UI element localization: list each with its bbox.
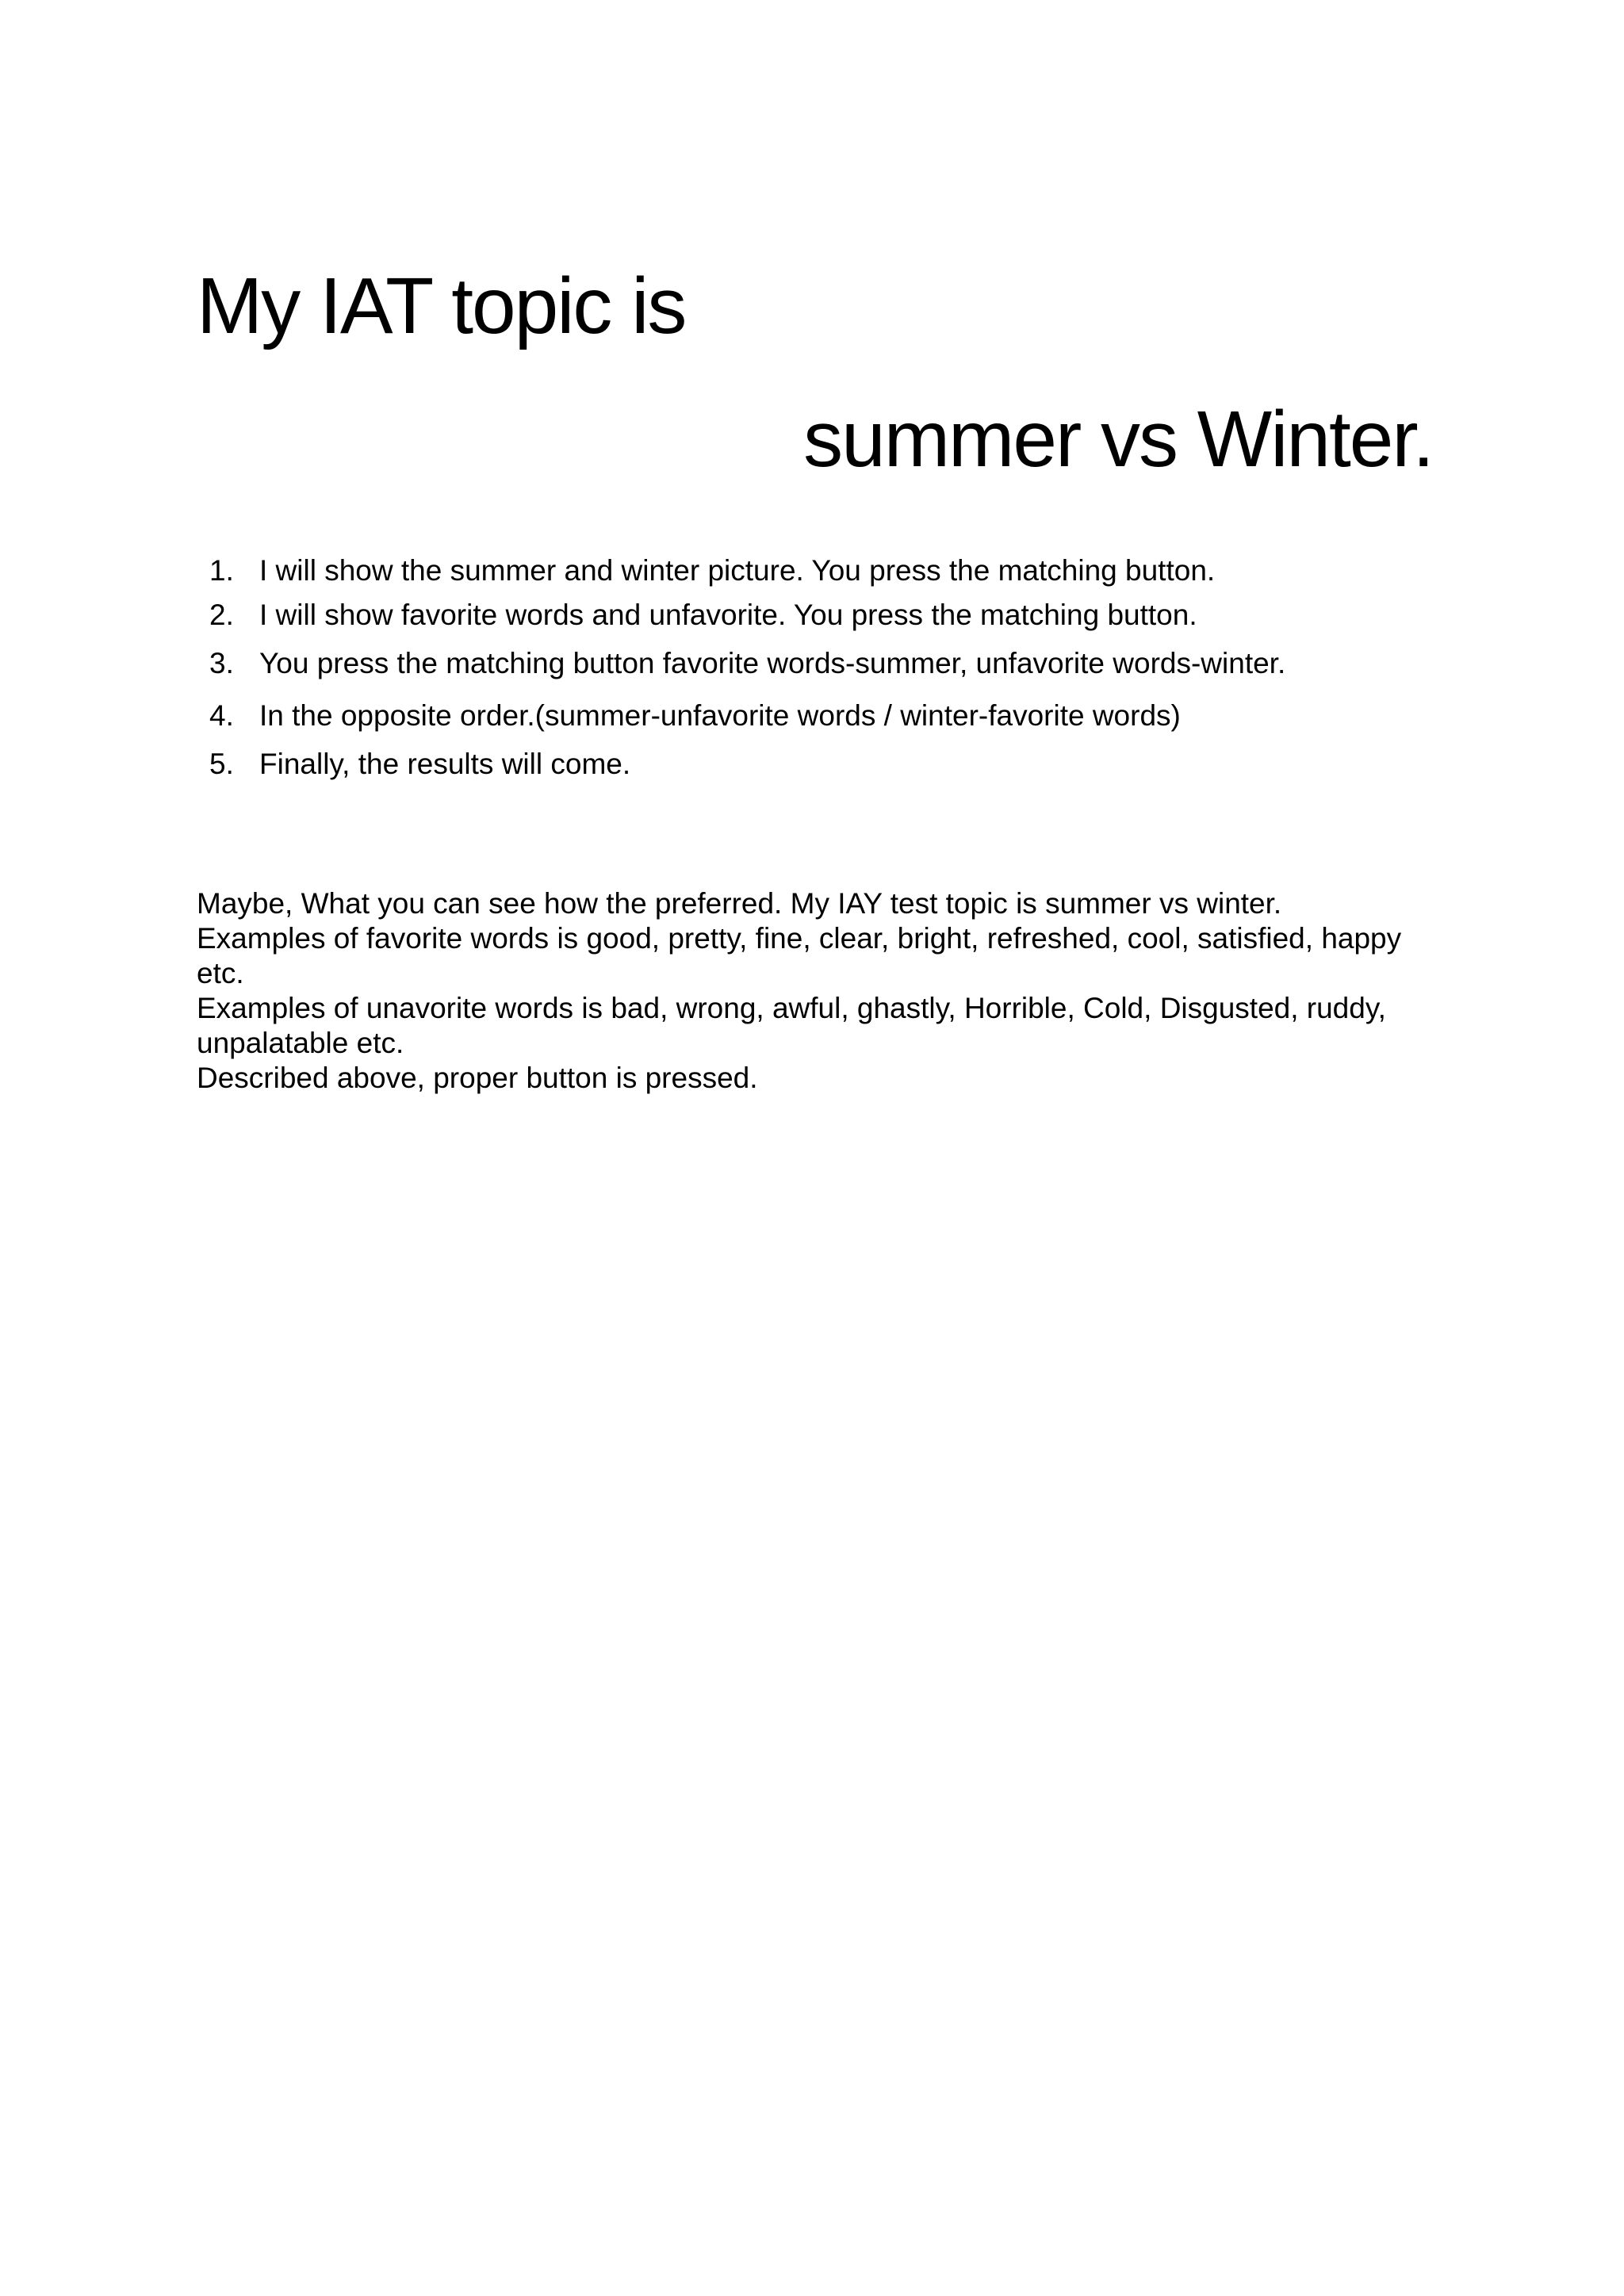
paragraph: Examples of unavorite words is bad, wrong, awful, ghastly, Horrible, Cold, Disgusted, ruddy, unpalatable etc. <box>197 992 1386 1059</box>
step-number: 4. <box>209 699 234 732</box>
paragraph: Maybe, What you can see how the preferred. My IAY test topic is summer vs winter. <box>197 887 1282 920</box>
step-text: I will show the summer and winter picture. You press the matching button. <box>259 554 1216 587</box>
paragraph: Described above, proper button is pressed. <box>197 1062 758 1094</box>
step-text: In the opposite order.(summer-unfavorite words / winter-favorite words) <box>259 699 1181 732</box>
step-text: You press the matching button favorite words-summer, unfavorite words-winter. <box>259 647 1286 679</box>
paragraph: Examples of favorite words is good, pretty, fine, clear, bright, refreshed, cool, satisfied, happy etc. <box>197 922 1402 989</box>
step-number: 2. <box>209 599 234 631</box>
step-number: 5. <box>209 748 234 780</box>
title-line-2: summer vs Winter. <box>803 395 1433 484</box>
step-number: 3. <box>209 647 234 679</box>
step-text: I will show favorite words and unfavorite. You press the matching button. <box>259 599 1197 631</box>
step-number: 1. <box>209 554 234 587</box>
explanation-text <box>197 886 1450 1096</box>
title-line-1: My IAT topic is <box>197 262 686 350</box>
step-text: Finally, the results will come. <box>259 748 631 780</box>
